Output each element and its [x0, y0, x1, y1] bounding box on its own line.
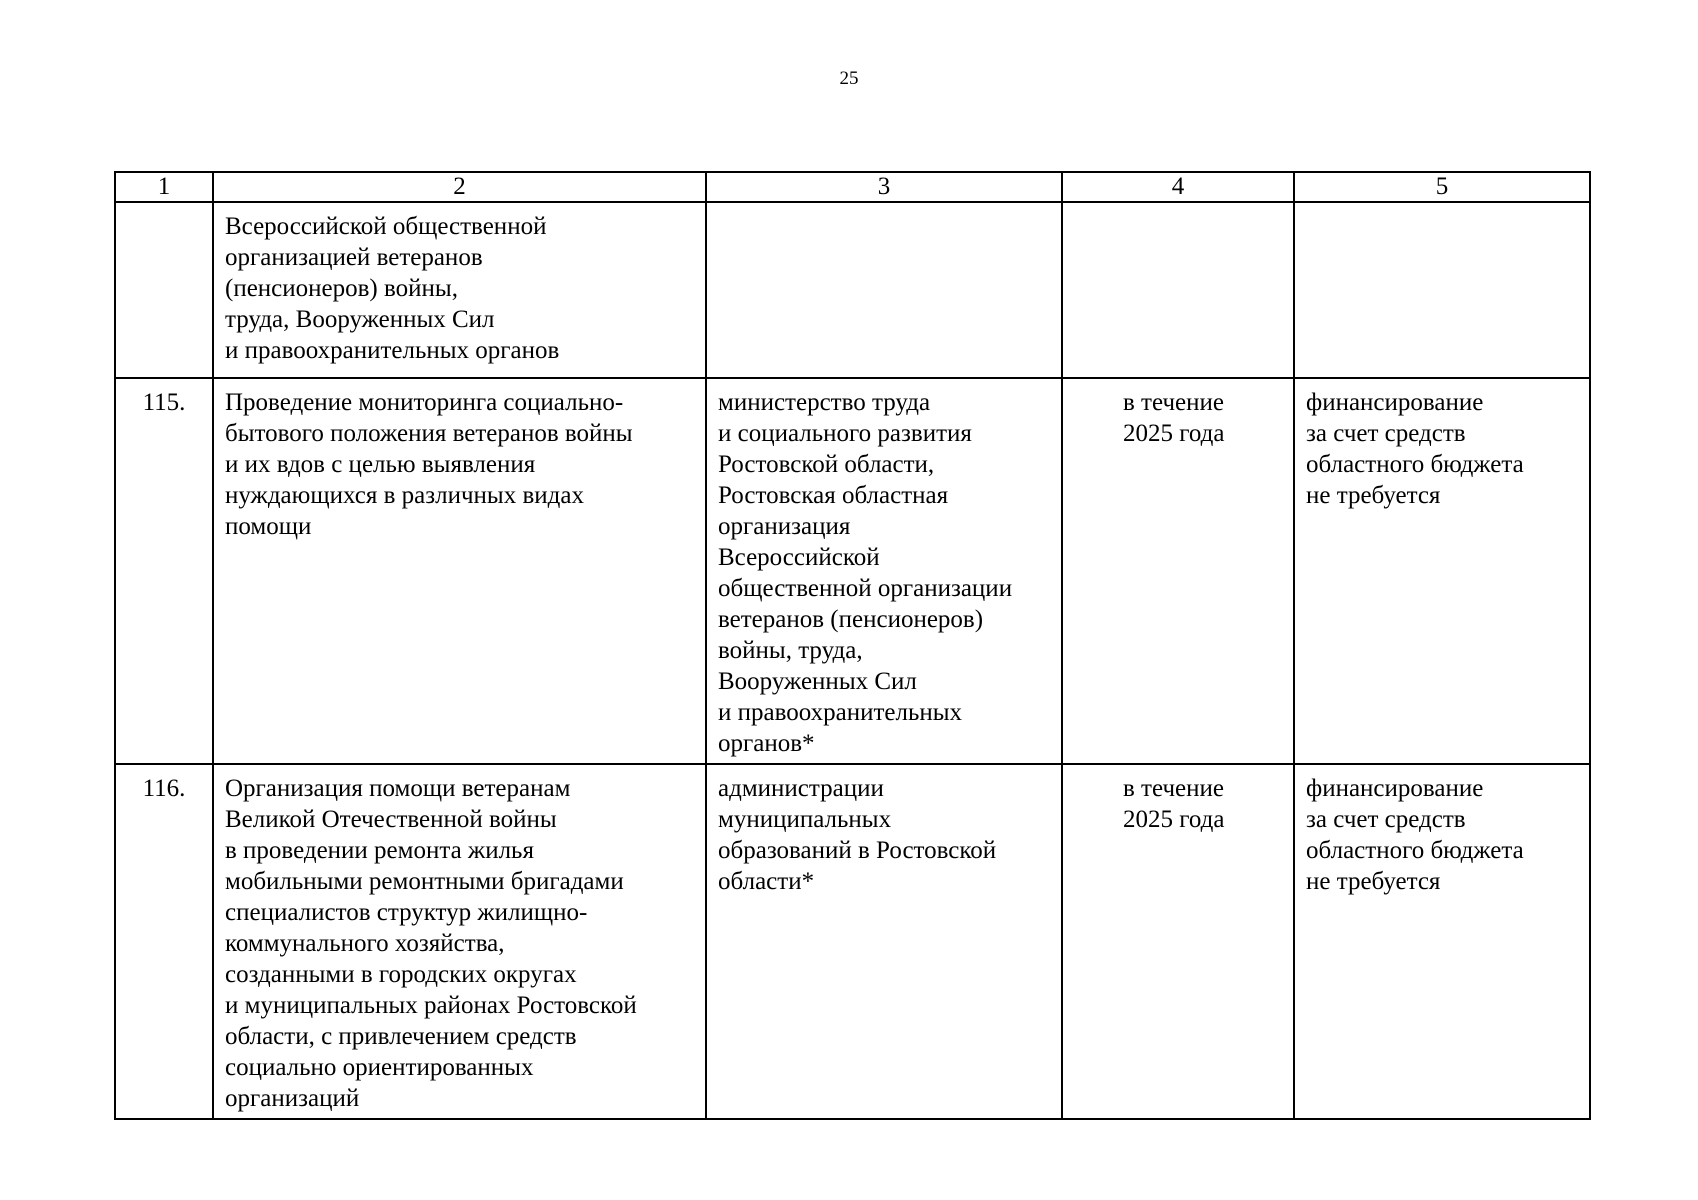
table-row: [115, 202, 1590, 378]
financing-line: финансирование: [1306, 775, 1484, 802]
action-line: и муниципальных районах Ростовской: [225, 992, 637, 1019]
executor-cell: [706, 378, 1062, 764]
action-cell: [213, 202, 706, 378]
column-header: 2: [213, 172, 706, 202]
executor-line: войны, труда,: [718, 637, 863, 664]
executor-line: ветеранов (пенсионеров): [718, 606, 984, 633]
executor-line: и правоохранительных: [718, 699, 963, 726]
financing-line: финансирование: [1306, 389, 1484, 416]
plan-table: [114, 171, 1591, 1120]
period-cell: [1062, 202, 1294, 378]
action-line: Всероссийской общественной: [225, 213, 547, 240]
action-cell: [213, 378, 706, 764]
period-line: в течение: [1123, 389, 1224, 416]
action-line: Организация помощи ветеранам: [225, 775, 571, 802]
item-number: 115.: [115, 378, 213, 764]
executor-line: органов*: [718, 730, 815, 757]
item-number: [115, 202, 213, 378]
column-header: 4: [1062, 172, 1294, 202]
action-line: области, с привлечением средств: [225, 1023, 577, 1050]
financing-line: не требуется: [1306, 868, 1441, 895]
financing-cell: [1294, 202, 1590, 378]
financing-line: за счет средств: [1306, 806, 1466, 833]
action-line: бытового положения ветеранов войны: [225, 420, 633, 447]
action-line: помощи: [225, 513, 312, 540]
financing-line: областного бюджета: [1306, 451, 1524, 478]
financing-line: не требуется: [1306, 482, 1441, 509]
action-line: специалистов структур жилищно-: [225, 899, 588, 926]
action-line: труда, Вооруженных Сил: [225, 306, 495, 333]
executor-line: Всероссийской: [718, 544, 880, 571]
page-number: 25: [839, 68, 859, 89]
action-line: и их вдов с целью выявления: [225, 451, 536, 478]
column-header: 3: [706, 172, 1062, 202]
action-line: коммунального хозяйства,: [225, 930, 505, 957]
period-line: 2025 года: [1123, 806, 1225, 833]
executor-line: и социального развития: [718, 420, 972, 447]
executor-line: Ростовская областная: [718, 482, 949, 509]
executor-line: администрации: [718, 775, 884, 802]
executor-line: министерство труда: [718, 389, 931, 416]
action-line: и правоохранительных органов: [225, 337, 560, 364]
executor-cell: [706, 764, 1062, 1119]
action-line: организацией ветеранов: [225, 244, 483, 271]
item-number: 116.: [115, 764, 213, 1119]
executor-line: Вооруженных Сил: [718, 668, 917, 695]
executor-line: Ростовской области,: [718, 451, 935, 478]
action-line: нуждающихся в различных видах: [225, 482, 584, 509]
action-cell: [213, 764, 706, 1119]
executor-cell: [706, 202, 1062, 378]
financing-line: за счет средств: [1306, 420, 1466, 447]
table-row: [115, 764, 1590, 1119]
executor-line: образований в Ростовской: [718, 837, 997, 864]
financing-cell: [1294, 378, 1590, 764]
action-line: организаций: [225, 1085, 360, 1112]
table-row: [115, 378, 1590, 764]
action-line: в проведении ремонта жилья: [225, 837, 534, 864]
executor-line: муниципальных: [718, 806, 892, 833]
period-cell: [1062, 378, 1294, 764]
period-line: 2025 года: [1123, 420, 1225, 447]
table-header-row: [115, 172, 1590, 202]
period-cell: [1062, 764, 1294, 1119]
period-line: в течение: [1123, 775, 1224, 802]
action-line: созданными в городских округах: [225, 961, 577, 988]
column-header: 5: [1294, 172, 1590, 202]
action-line: Великой Отечественной войны: [225, 806, 557, 833]
action-line: социально ориентированных: [225, 1054, 534, 1081]
executor-line: организация: [718, 513, 851, 540]
action-line: Проведение мониторинга социально-: [225, 389, 624, 416]
financing-line: областного бюджета: [1306, 837, 1524, 864]
action-line: мобильными ремонтными бригадами: [225, 868, 624, 895]
executor-line: общественной организации: [718, 575, 1013, 602]
financing-cell: [1294, 764, 1590, 1119]
executor-line: области*: [718, 868, 815, 895]
action-line: (пенсионеров) войны,: [225, 275, 458, 302]
column-header: 1: [115, 172, 213, 202]
